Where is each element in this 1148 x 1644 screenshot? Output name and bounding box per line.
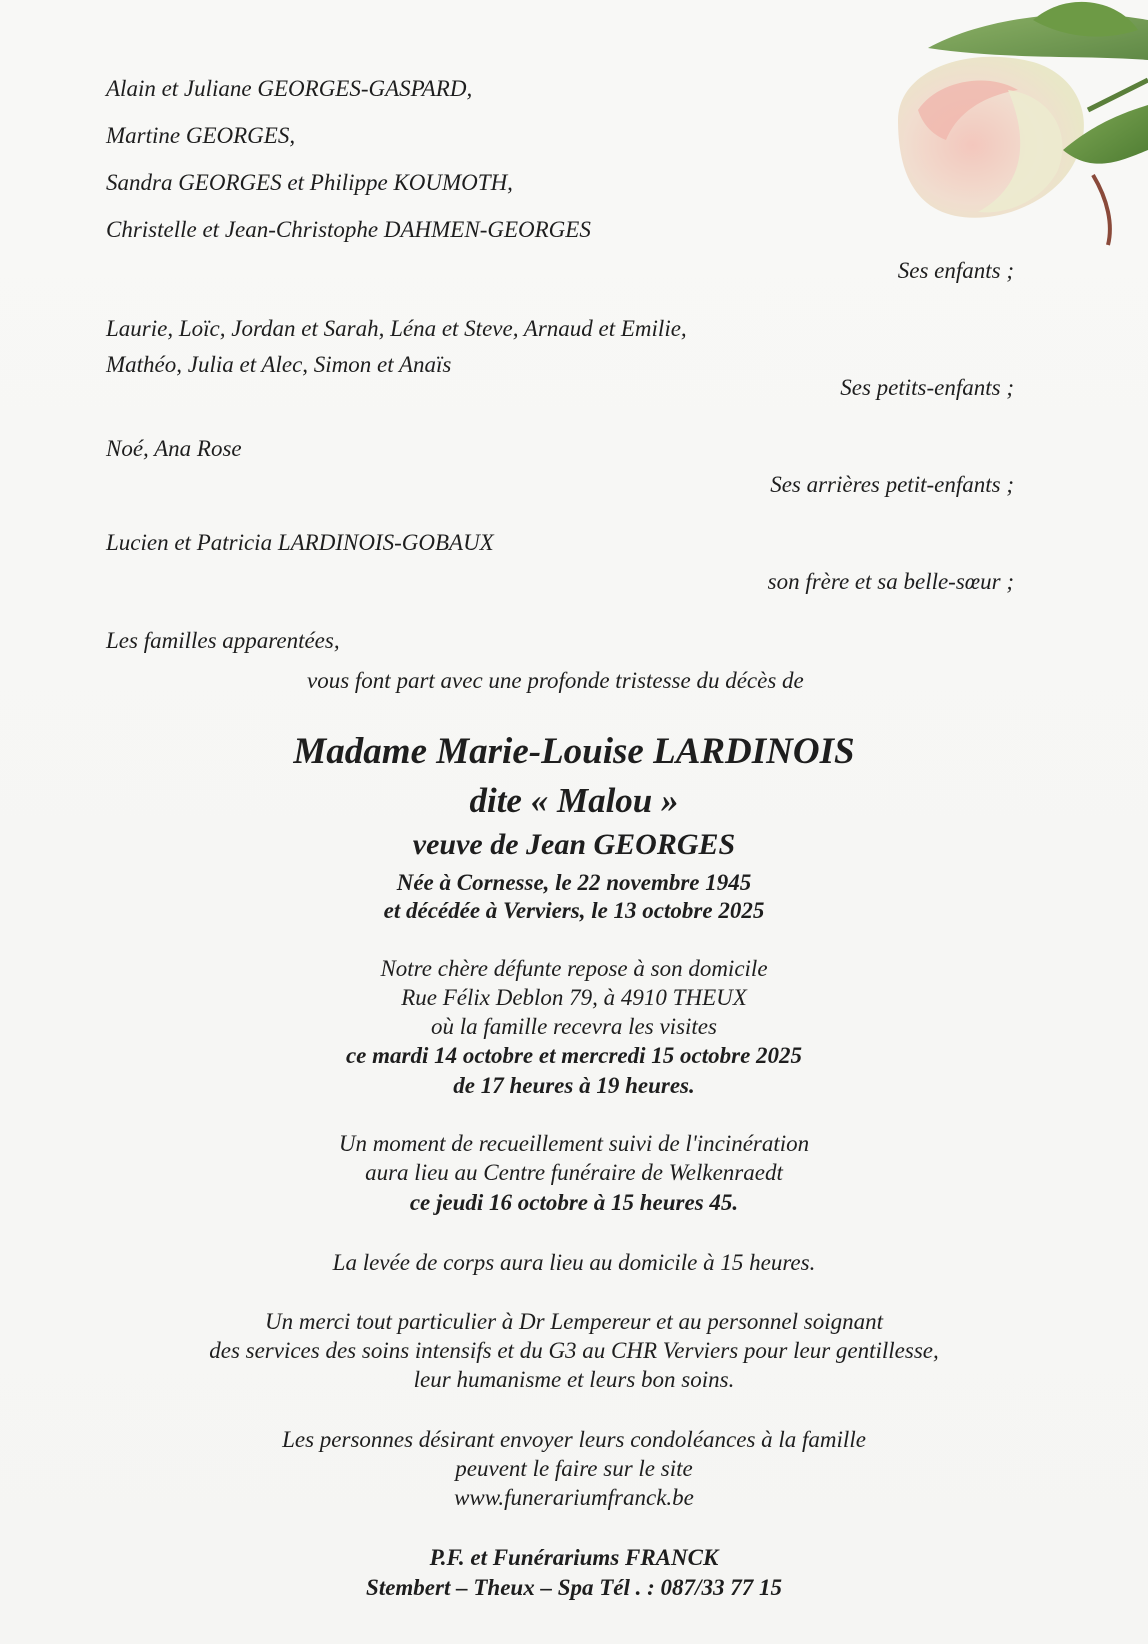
ceremony-date: ce jeudi 16 octobre à 15 heures 45. (409, 1190, 739, 1215)
family-line-1: Alain et Juliane GEORGES-GASPARD, (106, 76, 473, 101)
visitation-dates: ce mardi 14 octobre et mercredi 15 octobre 2025 (345, 1043, 803, 1068)
announcement-line: vous font part avec une profonde tristesse du décès de (307, 668, 804, 693)
repose-line-1: Notre chère défunte repose à son domicile (380, 956, 768, 981)
thanks-line-2: des services des soins intensifs et du G3 au CHR Verviers pour leur gentillesse, (209, 1338, 939, 1363)
visitation-hours: de 17 heures à 19 heures. (453, 1073, 695, 1098)
sibling-line: Lucien et Patricia LARDINOIS-GOBAUX (106, 530, 494, 555)
repose-line-3: où la famille recevra les visites (431, 1014, 717, 1039)
great-grandchildren-line: Noé, Ana Rose (106, 436, 242, 461)
rose-icon (858, 0, 1148, 260)
ceremony-line-2: aura lieu au Centre funéraire de Welkenraedt (365, 1160, 783, 1185)
birth-info: Née à Cornesse, le 22 novembre 1945 (396, 870, 752, 895)
relation-label-children: Ses enfants ; (897, 258, 1014, 283)
family-line-2: Martine GEORGES, (106, 123, 296, 148)
related-families-line: Les familles apparentées, (106, 628, 340, 653)
thanks-line-3: leur humanisme et leurs bon soins. (413, 1367, 735, 1392)
family-line-4: Christelle et Jean-Christophe DAHMEN-GEORGES (106, 217, 591, 242)
funeral-home-contact: Stembert – Theux – Spa Tél . : 087/33 77 15 (366, 1575, 782, 1600)
family-line-3: Sandra GEORGES et Philippe KOUMOTH, (106, 170, 513, 195)
deceased-widow-of: veuve de Jean GEORGES (412, 828, 736, 861)
condolences-website[interactable]: www.funerariumfranck.be (454, 1485, 694, 1510)
condolences-line-2: peuvent le faire sur le site (455, 1456, 693, 1481)
condolences-line-1: Les personnes désirant envoyer leurs condoléances à la famille (282, 1427, 866, 1452)
relation-label-grandchildren: Ses petits-enfants ; (840, 375, 1014, 400)
repose-address: Rue Félix Deblon 79, à 4910 THEUX (401, 985, 747, 1010)
relation-label-great-grandchildren: Ses arrières petit-enfants ; (770, 472, 1014, 497)
grandchildren-line-2: Mathéo, Julia et Alec, Simon et Anaïs (106, 352, 452, 377)
ceremony-line-1: Un moment de recueillement suivi de l'incinération (338, 1131, 810, 1156)
thanks-line-1: Un merci tout particulier à Dr Lempereur et au personnel soignant (265, 1309, 883, 1334)
deceased-name: Madame Marie-Louise LARDINOIS (293, 731, 855, 772)
relation-label-siblings: son frère et sa belle-sœur ; (767, 569, 1014, 594)
body-removal-line: La levée de corps aura lieu au domicile à 15 heures. (332, 1250, 816, 1275)
death-info: et décédée à Verviers, le 13 octobre 2025 (383, 898, 765, 923)
deceased-nickname: dite « Malou » (469, 781, 679, 820)
funeral-home-name: P.F. et Funérariums FRANCK (429, 1545, 719, 1570)
grandchildren-line-1: Laurie, Loïc, Jordan et Sarah, Léna et Steve, Arnaud et Emilie, (106, 316, 687, 341)
